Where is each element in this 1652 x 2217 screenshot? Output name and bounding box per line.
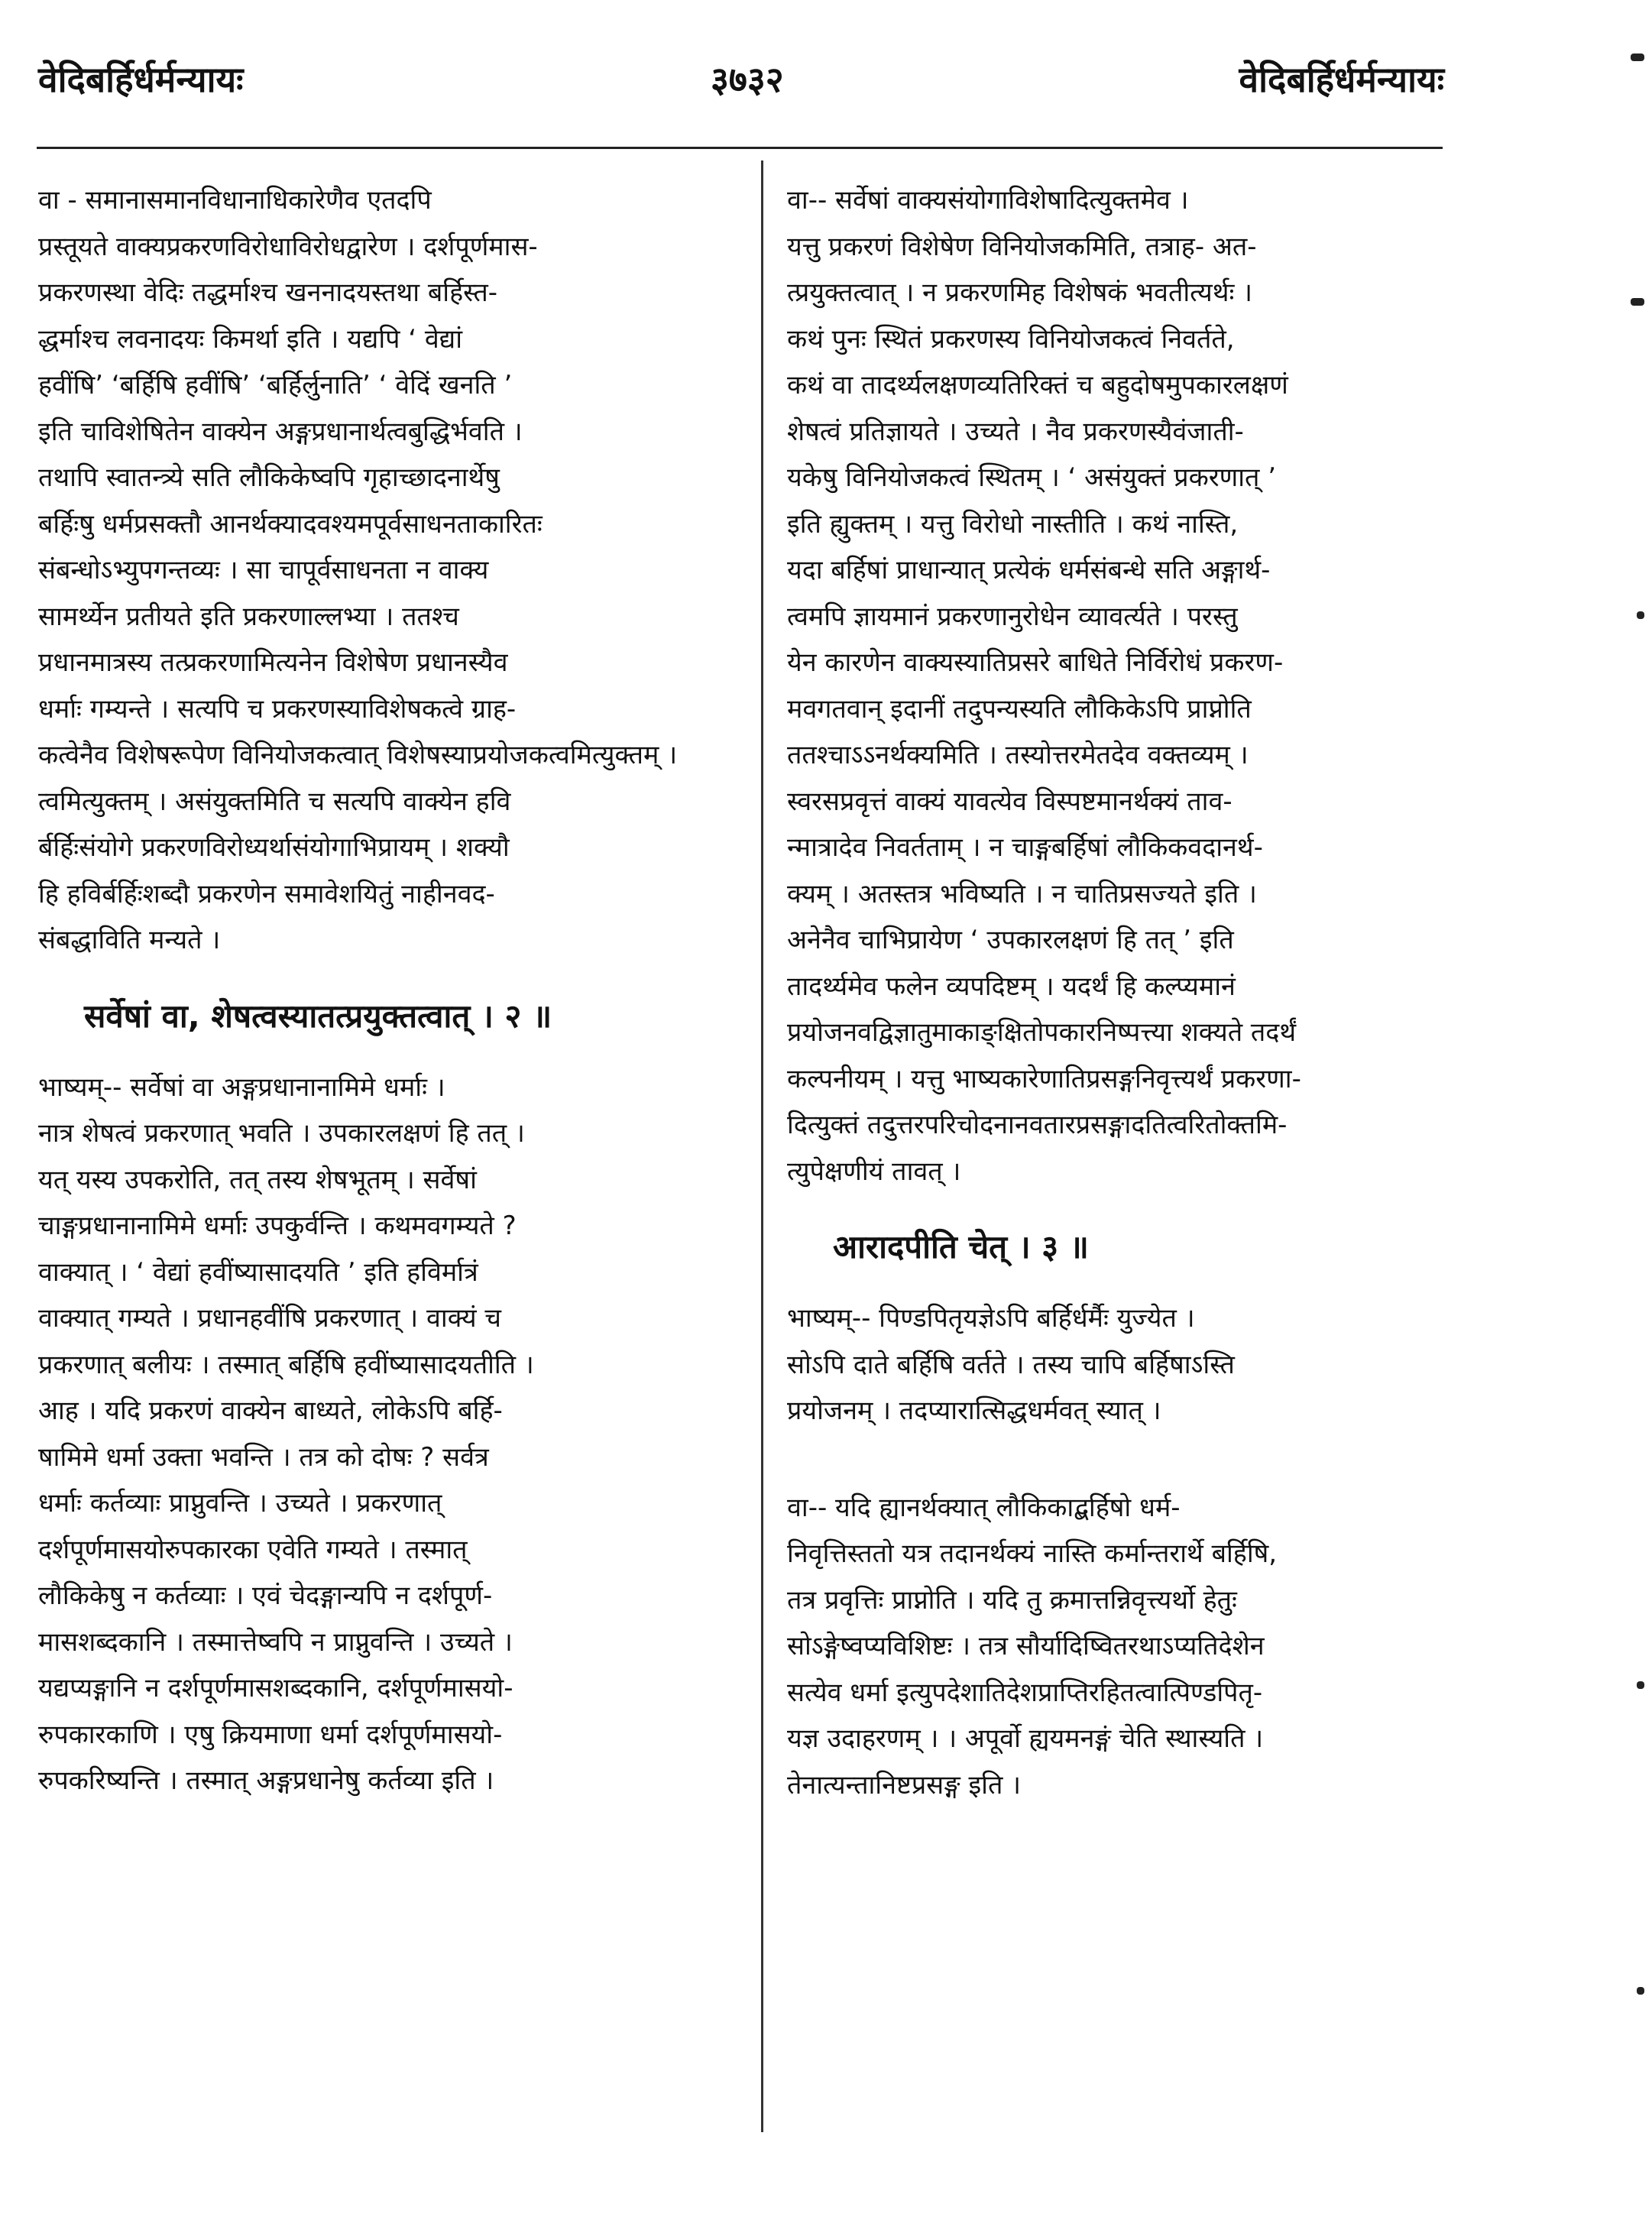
text-line: येन कारणेन वाक्यस्यातिप्रसरे बाधिते निर्विरोधं प्रकरण- <box>787 647 1284 678</box>
text-line: सोऽङ्गेष्वप्यविशिष्टः । तत्र सौर्यादिष्वितरथाऽप्यतिदेशेन <box>787 1631 1265 1661</box>
text-line: यज्ञ उदाहरणम् । । अपूर्वो ह्ययमनङ्गं चेति स्थास्यति । <box>787 1723 1264 1754</box>
text-line: त्वमपि ज्ञायमानं प्रकरणानुरोधेन व्यावर्त्यते । परस्तु <box>787 601 1238 632</box>
text-line: त्वमित्युक्तम् । असंयुक्तमिति च सत्यपि वाक्येन हवि <box>38 786 511 817</box>
text-line: धर्माः कर्तव्याः प्राप्नुवन्ति । उच्यते । प्रकरणात् <box>38 1488 442 1519</box>
sutra-3-heading: आरादपीति चेत् । ३ ॥ <box>833 1228 1089 1266</box>
margin-mark <box>1631 53 1644 61</box>
margin-mark <box>1637 1681 1644 1689</box>
text-line: वा-- सर्वेषां वाक्यसंयोगाविशेषादित्युक्तमेव । <box>787 185 1189 216</box>
text-line: भाष्यम्-- पिण्डपितृयज्ञेऽपि बर्हिर्धर्मैः युज्येत । <box>787 1303 1195 1334</box>
text-line: संबन्धोऽभ्युपगन्तव्यः । सा चापूर्वसाधनता न वाक्य <box>38 555 489 585</box>
text-line: शेषत्वं प्रतिज्ञायते । उच्यते । नैव प्रकरणस्यैवंजाती- <box>787 416 1244 447</box>
text-line: तेनात्यन्तानिष्टप्रसङ्ग इति । <box>787 1769 1022 1801</box>
text-line: स्वरसप्रवृत्तं वाक्यं यावत्येव विस्पष्टमानर्थक्यं ताव- <box>787 786 1233 817</box>
text-line: बर्हिःषु धर्मप्रसक्तौ आनर्थक्यादवश्यमपूर्वसाधनताकारितः <box>38 508 543 540</box>
text-line: षामिमे धर्मा उक्ता भवन्ति । तत्र को दोषः ? सर्वत्र <box>38 1441 489 1473</box>
text-line: प्रकरणात् बलीयः । तस्मात् बर्हिषि हवींष्यासादयतीति । <box>38 1349 534 1380</box>
text-line: द्धर्माश्च लवनादयः किमर्था इति । यद्यपि ‘ वेद्यां <box>38 323 463 355</box>
left-para-bhashya <box>38 1065 726 1804</box>
right-column <box>787 177 1475 1828</box>
text-line: भाष्यम्-- सर्वेषां वा अङ्गप्रधानानामिमे धर्माः । <box>38 1071 445 1103</box>
right-para-bhashya <box>787 1295 1475 1434</box>
text-line: दर्शपूर्णमासयोरुपकारका एवेति गम्यते । तस्मात् <box>38 1534 468 1565</box>
text-line: ततश्चाऽऽनर्थक्यमिति । तस्योत्तरमेतदेव वक्तव्यम् । <box>787 740 1249 770</box>
text-line: तथापि स्वातन्त्र्ये सति लौकिकेष्वपि गृहाच्छादनार्थेषु <box>38 462 500 493</box>
text-line: यत् यस्य उपकरोति, तत् तस्य शेषभूतम् । सर्वेषां <box>38 1164 477 1195</box>
margin-mark <box>1637 1987 1644 1995</box>
text-line: दित्युक्तं तदुत्तरपरिचोदनानवतारप्रसङ्गादतित्वरितोक्तमि- <box>787 1110 1288 1140</box>
text-line: रुपकरिष्यन्ति । तस्मात् अङ्गप्रधानेषु कर्तव्या इति । <box>38 1765 494 1796</box>
text-line: मवगतवान् इदानीं तदुपन्यस्यति लौकिकेऽपि प्राप्नोति <box>787 693 1252 724</box>
text-line: सोऽपि दाते बर्हिषि वर्तते । तस्य चापि बर्हिषाऽस्ति <box>787 1349 1235 1380</box>
text-line: त्युपेक्षणीयं तावत् । <box>787 1155 961 1187</box>
text-line: प्रयोजनम् । तदप्यारात्सिद्धधर्मवत् स्यात् । <box>787 1395 1161 1426</box>
page-header <box>38 55 1444 124</box>
text-line: कथं वा तादर्थ्यलक्षणव्यतिरिक्तं च बहुदोषमुपकारलक्षणं <box>787 370 1288 400</box>
text-line: इति चाविशेषितेन वाक्येन अङ्गप्रधानार्थत्वबुद्धिर्भवति । <box>38 416 523 447</box>
text-line: नात्र शेषत्वं प्रकरणात् भवति । उपकारलक्षणं हि तत् । <box>38 1118 525 1149</box>
left-column <box>38 177 726 1824</box>
sutra-2-heading: सर्वेषां वा, शेषत्वस्यातत्प्रयुक्तत्वात् । २ ॥ <box>84 997 552 1035</box>
text-line: सामर्थ्येन प्रतीयते इति प्रकरणाल्लभ्या । ततश्च <box>38 601 459 632</box>
header-rule <box>37 147 1443 149</box>
margin-mark <box>1637 611 1644 619</box>
text-line: प्रधानमात्रस्य तत्प्रकरणामित्यनेन विशेषेण प्रधानस्यैव <box>38 647 508 678</box>
paragraph-gap <box>787 1454 1475 1485</box>
text-line: यदा बर्हिषां प्राधान्यात् प्रत्येकं धर्मसंबन्धे सति अङ्गार्थ- <box>787 555 1271 585</box>
text-line: तादर्थ्यमेव फलेन व्यपदिष्टम् । यदर्थं हि कल्प्यमानं <box>787 971 1236 1002</box>
text-line: रुपकारकाणि । एषु क्रियमाणा धर्मा दर्शपूर्णमासयो- <box>38 1719 503 1750</box>
running-title-right: वेदिबर्हिर्धर्मन्यायः <box>1239 59 1444 100</box>
text-line: कत्वेनैव विशेषरूपेण विनियोजकत्वात् विशेषस्याप्रयोजकत्वमित्युक्तम् । <box>38 740 678 770</box>
text-line: कल्पनीयम् । यत्तु भाष्यकारेणातिप्रसङ्गनिवृत्त्यर्थं प्रकरणा- <box>787 1063 1301 1094</box>
text-line: चाङ्गप्रधानानामिमे धर्माः उपकुर्वन्ति । कथमवगम्यते ? <box>38 1211 517 1241</box>
text-line: वा - समानासमानविधानाधिकारेणैव एतदपि <box>38 185 432 216</box>
right-para-varttika <box>787 177 1475 1194</box>
text-line: वा-- यदि ह्यानर्थक्यात् लौकिकाद्बर्हिषो धर्म- <box>787 1492 1181 1523</box>
text-line: यकेषु विनियोजकत्वं स्थितम् । ‘ असंयुक्तं प्रकरणात् ’ <box>787 462 1277 493</box>
text-line: न्मात्रादेव निवर्तताम् । न चाङ्गबर्हिषां लौकिकवदानर्थ- <box>787 832 1263 863</box>
text-line: प्रयोजनवद्विज्ञातुमाकाङ्क्षितोपकारनिष्पत्त्या शक्यते तदर्थं <box>787 1017 1297 1048</box>
text-line: क्यम् । अतस्तत्र भविष्यति । न चातिप्रसज्यते इति । <box>787 878 1257 909</box>
text-line: धर्माः गम्यन्ते । सत्यपि च प्रकरणस्याविशेषकत्वे ग्राह- <box>38 693 517 724</box>
text-line: सत्येव धर्मा इत्युपदेशातिदेशप्राप्तिरहितत्वात्पिण्डपितृ- <box>787 1677 1263 1708</box>
text-line: लौकिकेषु न कर्तव्याः । एवं चेदङ्गान्यपि न दर्शपूर्ण- <box>38 1580 493 1611</box>
text-line: यद्यप्यङ्गानि न दर्शपूर्णमासशब्दकानि, दर्शपूर्णमासयो- <box>38 1673 513 1703</box>
text-line: मासशब्दकानि । तस्मात्तेष्वपि न प्राप्नुवन्ति । उच्यते । <box>38 1626 513 1658</box>
text-line: कथं पुनः स्थितं प्रकरणस्य विनियोजकत्वं निवर्तते, <box>787 323 1235 355</box>
left-para-varttika <box>38 177 726 964</box>
text-line: वाक्यात् गम्यते । प्रधानहवींषि प्रकरणात् । वाक्यं च <box>38 1303 502 1334</box>
text-line: तत्र प्रवृत्तिः प्राप्नोति । यदि तु क्रमात्तन्निवृत्त्यर्थो हेतुः <box>787 1584 1237 1616</box>
margin-mark <box>1631 298 1644 306</box>
text-line: संबद्धाविति मन्यते । <box>38 925 221 955</box>
text-line: इति ह्युक्तम् । यत्तु विरोधो नास्तीति । कथं नास्ति, <box>787 508 1239 540</box>
text-line: आह । यदि प्रकरणं वाक्येन बाध्यते, लोकेऽपि बर्हि- <box>38 1395 503 1426</box>
text-line: अनेनैव चाभिप्रायेण ‘ उपकारलक्षणं हि तत् ’ इति <box>787 925 1234 955</box>
text-line: त्प्रयुक्तत्वात् । न प्रकरणमिह विशेषकं भवतीत्यर्थः । <box>787 277 1253 308</box>
text-line: यत्तु प्रकरणं विशेषेण विनियोजकमिति, तत्राह- अत- <box>787 231 1257 262</box>
text-line: निवृत्तिस्ततो यत्र तदानर्थक्यं नास्ति कर्मान्तरार्थे बर्हिषि, <box>787 1538 1278 1569</box>
right-para-varttika-2 <box>787 1485 1475 1809</box>
text-line: प्रकरणस्था वेदिः तद्धर्माश्च खननादयस्तथा बर्हिस्त- <box>38 277 498 308</box>
column-divider <box>761 160 763 2132</box>
text-line: हि हविर्बर्हिःशब्दौ प्रकरणेन समावेशयितुं नाहीनवद- <box>38 878 495 909</box>
text-line: वाक्यात् । ‘ वेद्यां हवींष्यासादयति ’ इति हविर्मात्रं <box>38 1256 478 1288</box>
text-line: प्रस्तूयते वाक्यप्रकरणविरोधाविरोधद्वारेण । दर्शपूर्णमास- <box>38 231 538 262</box>
text-line: र्बर्हिःसंयोगे प्रकरणविरोध्यर्थासंयोगाभिप्रायम् । शक्यौ <box>38 832 510 863</box>
running-title-left: वेदिबर्हिर्धर्मन्यायः <box>38 59 244 100</box>
text-line: हवींषि’ ‘बर्हिषि हवींषि’ ‘बर्हिर्लुनाति’ ‘ वेदिं खनति ’ <box>38 370 513 400</box>
page-number: ३७३२ <box>711 59 784 100</box>
